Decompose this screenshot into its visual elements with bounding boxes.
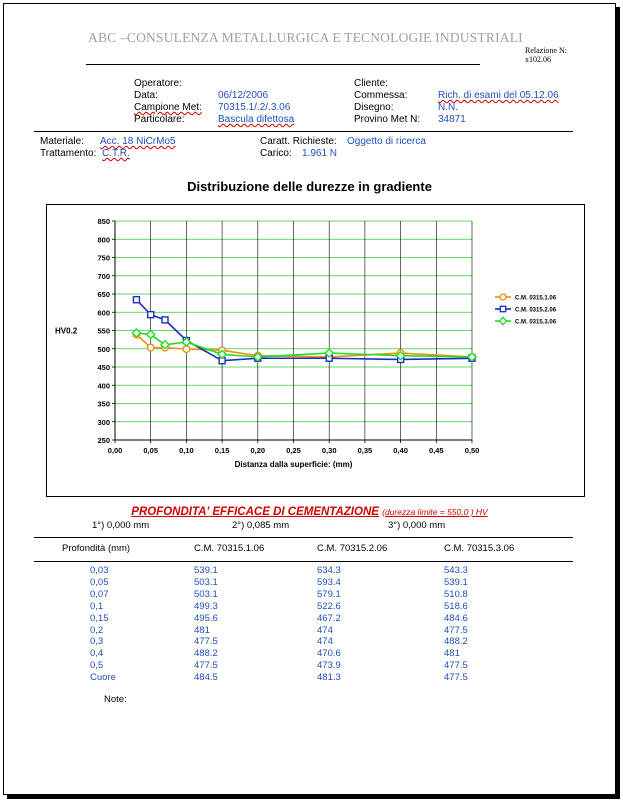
y-tick-label: 500: [97, 344, 110, 354]
trattamento-label: Trattamento:: [40, 148, 97, 159]
y-tick-label: 300: [97, 417, 110, 427]
data-value: 06/12/2006: [218, 90, 269, 101]
carico-label: Carico:: [260, 148, 292, 159]
x-tick-label: 0,05: [143, 446, 159, 455]
materiale-value-text: Acc. 18 NiCrMo5: [100, 136, 176, 147]
table-cell: 503.1: [194, 588, 218, 600]
table-header-2: C.M. 70315.2.06: [317, 543, 388, 554]
table-header-1: C.M. 70315.1.06: [194, 543, 265, 554]
table-cell: 484.5: [194, 672, 218, 684]
y-tick-label: 600: [97, 308, 110, 318]
relazione-value: x102.06: [525, 55, 551, 64]
table-row-depth: 0,4: [90, 648, 104, 660]
y-tick-label: 400: [97, 381, 110, 391]
commessa-label: Commessa:: [354, 90, 408, 101]
disegno-label: Disegno:: [354, 102, 394, 113]
operatore-label: Operatore:: [134, 78, 182, 89]
relazione-label: Relazione N:: [525, 46, 567, 55]
y-tick-label: 850: [97, 217, 110, 226]
cementazione-subtitle: (durezza limite = 550,0 ) HV: [382, 507, 488, 517]
table-cell: 477.5: [444, 624, 468, 636]
y-tick-label: 650: [97, 290, 110, 299]
table-cell: 488.2: [194, 648, 218, 660]
legend-label-2: C.M. 0315.2.06: [515, 307, 557, 314]
table-cell: 474: [317, 636, 333, 648]
x-tick-label: 0,35: [357, 446, 373, 455]
cliente-label: Cliente:: [354, 78, 388, 89]
table-cell: 499.3: [194, 600, 218, 612]
table-cell: 503.1: [194, 576, 218, 588]
table-cell: 481.3: [317, 672, 341, 684]
table-cell: 473.9: [317, 660, 341, 672]
cem-value-2: 2°) 0,085 mm: [232, 520, 290, 531]
materiale-label: Materiale:: [40, 136, 84, 147]
table-cell: 634.3: [317, 565, 341, 576]
trattamento-value: [102, 148, 130, 159]
table-cell: 539.1: [444, 576, 468, 588]
table-row-depth: 0,3: [90, 636, 104, 648]
chart-frame: [46, 204, 585, 497]
y-tick-label: 800: [97, 235, 110, 245]
table-cell: 477.5: [194, 636, 218, 648]
y-tick-label: 550: [97, 326, 110, 336]
caratt-label: Caratt. Richieste:: [260, 136, 337, 147]
report-page: [3, 3, 616, 795]
particolare-label: Particolare:: [134, 114, 185, 125]
table-header-0: Profondità (mm): [62, 543, 131, 554]
campione-label-text: Campione Met:: [134, 102, 202, 113]
table-cell: 467.2: [317, 612, 341, 624]
legend-marker-1: [500, 294, 506, 300]
x-tick-label: 0,30: [321, 446, 337, 455]
table-cell: 470.6: [317, 648, 341, 660]
table-row-depth: Cuore: [90, 672, 116, 684]
cementazione-title-text: PROFONDITA' EFFICACE DI CEMENTAZIONE: [131, 506, 379, 518]
table-cell: 495.6: [194, 612, 218, 624]
table-row-depth: 0,05: [90, 576, 109, 588]
data-point-s2: [133, 297, 139, 303]
table-cell: 477.5: [444, 660, 468, 672]
table-top-divider: [34, 537, 573, 538]
x-tick-label: 0,00: [107, 446, 123, 455]
campione-label: [134, 102, 202, 113]
carico-value: 1.961 N: [302, 148, 338, 159]
table-row-depth: 0,1: [90, 600, 104, 612]
table-cell: 484.6: [444, 612, 468, 624]
particolare-value: [218, 114, 294, 125]
note-label: Note:: [104, 694, 127, 705]
table-cell: 474: [317, 624, 333, 636]
provino-value: 34871: [438, 114, 466, 125]
table-cell: 522.6: [317, 600, 341, 612]
x-tick-label: 0,50: [464, 446, 480, 455]
company-title: ABC –CONSULENZA METALLURGICA E TECNOLOGIE INDUSTRIALI: [88, 30, 523, 45]
table-row-depth: 0,5: [90, 660, 104, 672]
table-cell: 579.1: [317, 588, 341, 600]
materiale-value: [100, 136, 176, 147]
x-axis-label: Distanza dalla superficie: (mm): [234, 460, 353, 469]
particolare-value-text: Bascula difettosa: [218, 114, 295, 125]
table-cell: 510.8: [444, 588, 468, 600]
table-row-depth: 0,03: [90, 565, 109, 576]
legend-marker-2: [500, 306, 505, 311]
y-tick-label: 350: [97, 399, 110, 409]
chart-title: Distribuzione delle durezze in gradiente: [187, 179, 432, 194]
table-cell: 543.3: [444, 565, 468, 576]
campione-value: 70315.1/.2/.3.06: [218, 102, 291, 113]
y-tick-label: 700: [97, 271, 110, 281]
info-divider: [34, 131, 573, 132]
table-cell: 518.6: [444, 600, 468, 612]
data-point-s1: [147, 344, 154, 351]
table-row-depth: 0,07: [90, 588, 109, 600]
header-divider: [86, 64, 480, 65]
x-tick-label: 0,10: [179, 446, 194, 455]
x-tick-label: 0,15: [214, 446, 230, 455]
commessa-value-text: Rich. di esami del 05.12.06: [438, 90, 559, 101]
commessa-value: [438, 90, 559, 101]
table-row-depth: 0,2: [90, 624, 104, 636]
table-cell: 481: [194, 624, 210, 636]
table-cell: 477.5: [194, 660, 218, 672]
table-cell: 488.2: [444, 636, 468, 648]
caratt-value: Oggetto di ricerca: [347, 136, 426, 147]
x-tick-label: 0,45: [428, 446, 444, 455]
x-tick-label: 0,40: [393, 446, 408, 455]
y-tick-label: 750: [97, 253, 110, 263]
y-tick-label: 450: [97, 363, 110, 372]
legend-label-3: C.M. 0315.3.06: [515, 319, 557, 326]
table-cell: 593.4: [317, 576, 341, 588]
x-tick-label: 0,25: [286, 446, 301, 455]
table-row-depth: 0,15: [90, 612, 109, 624]
legend-label-1: C.M. 0315.1.06: [515, 295, 557, 302]
x-tick-label: 0,20: [250, 446, 266, 455]
cem-value-1: 1°) 0,000 mm: [92, 520, 150, 531]
data-point-s2: [148, 312, 154, 318]
hardness-chart: [47, 205, 584, 496]
provino-label: Provino Met N:: [354, 114, 421, 125]
y-tick-label: 250: [97, 436, 110, 445]
cem-value-3: 3°) 0,000 mm: [388, 520, 446, 531]
cementazione-title: [4, 506, 615, 518]
table-header-divider: [34, 561, 573, 562]
table-cell: 477.5: [444, 672, 468, 684]
table-cell: 539.1: [194, 565, 218, 576]
y-axis-label: HV0.2: [55, 326, 78, 336]
table-header-3: C.M. 70315.3.06: [444, 543, 515, 554]
legend-marker-3: [499, 317, 506, 324]
table-cell: 481: [444, 648, 460, 660]
data-label: Data:: [134, 90, 158, 101]
data-point-s2: [162, 317, 168, 323]
disegno-value: N.N.: [438, 102, 458, 113]
trattamento-value-text: C.T.R.: [102, 148, 130, 159]
